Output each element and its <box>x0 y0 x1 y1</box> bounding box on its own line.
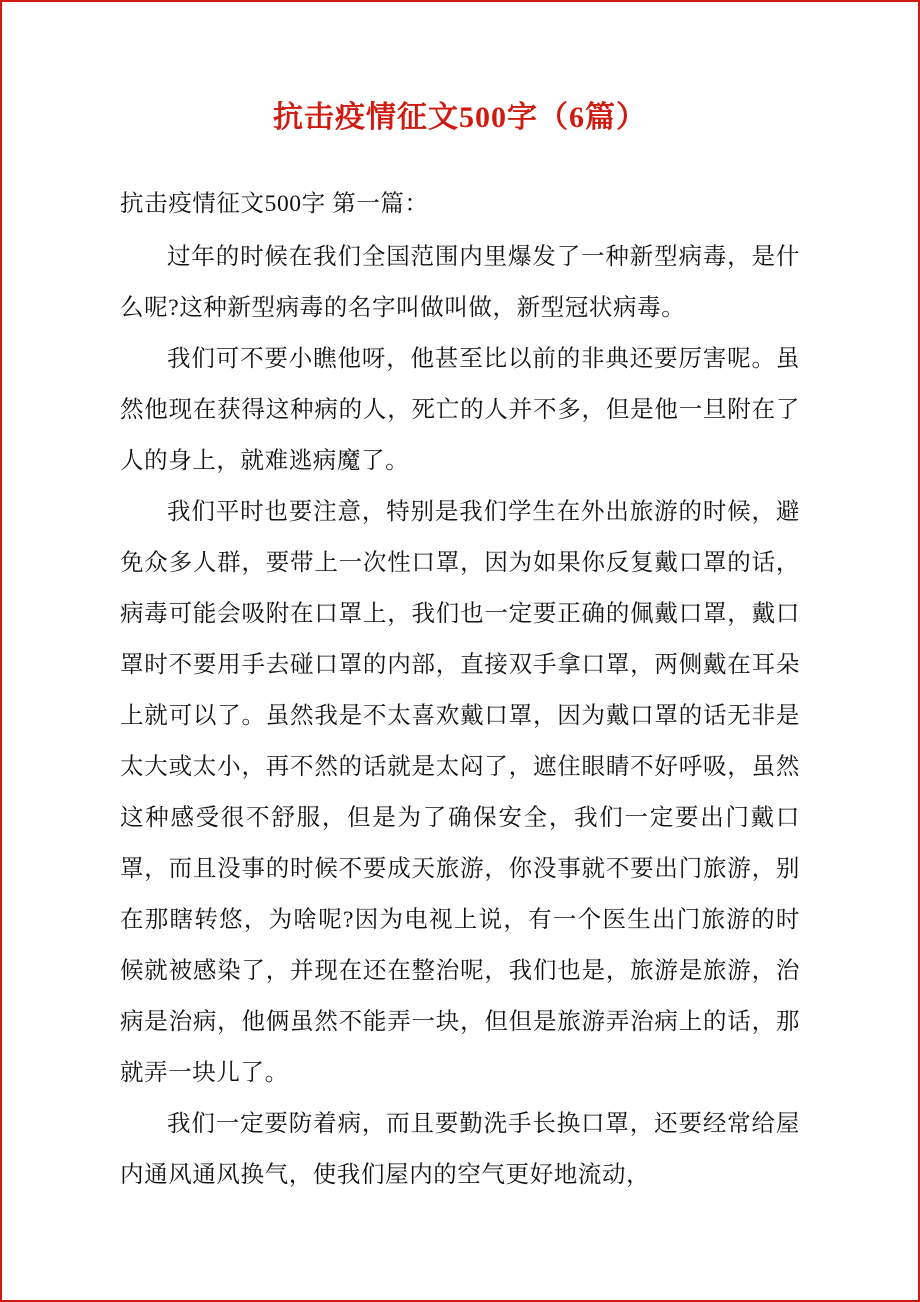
paragraph-3: 我们平时也要注意，特别是我们学生在外出旅游的时候，避免众多人群，要带上一次性口罩，因为如果你反复戴口罩的话，病毒可能会吸附在口罩上，我们也一定要正确的佩戴口罩，戴口罩时不要用手去碰口罩的内部，直接双手拿口罩，两侧戴在耳朵上就可以了。虽然我是不太喜欢戴口罩，因为戴口罩的话无非是太大或太小，再不然的话就是太闷了，遮住眼睛不好呼吸，虽然这种感受很不舒服，但是为了确保安全，我们一定要出门戴口罩，而且没事的时候不要成天旅游，你没事就不要出门旅游，别在那瞎转悠，为啥呢?因为电视上说，有一个医生出门旅游的时候就被感染了，并现在还在整治呢，我们也是，旅游是旅游，治病是治病，他俩虽然不能弄一块，但但是旅游弄治病上的话，那就弄一块儿了。 <box>120 499 800 1086</box>
section-heading-line: 抗击疫情征文500字 第一篇： <box>120 191 429 217</box>
document-content <box>2 2 918 1300</box>
paragraph-2: 我们可不要小瞧他呀，他甚至比以前的非典还要厉害呢。虽然他现在获得这种病的人，死亡的人并不多，但是他一旦附在了人的身上，就难逃病魔了。 <box>120 346 800 474</box>
page-title: 抗击疫情征文500字（6篇） <box>273 101 647 134</box>
paragraph-1: 过年的时候在我们全国范围内里爆发了一种新型病毒，是什么呢?这种新型病毒的名字叫做叫做，新型冠状病毒。 <box>120 244 800 321</box>
paragraph-4: 我们一定要防着病，而且要勤洗手长换口罩，还要经常给屋内通风通风换气，使我们屋内的空气更好地流动， <box>120 1111 800 1188</box>
